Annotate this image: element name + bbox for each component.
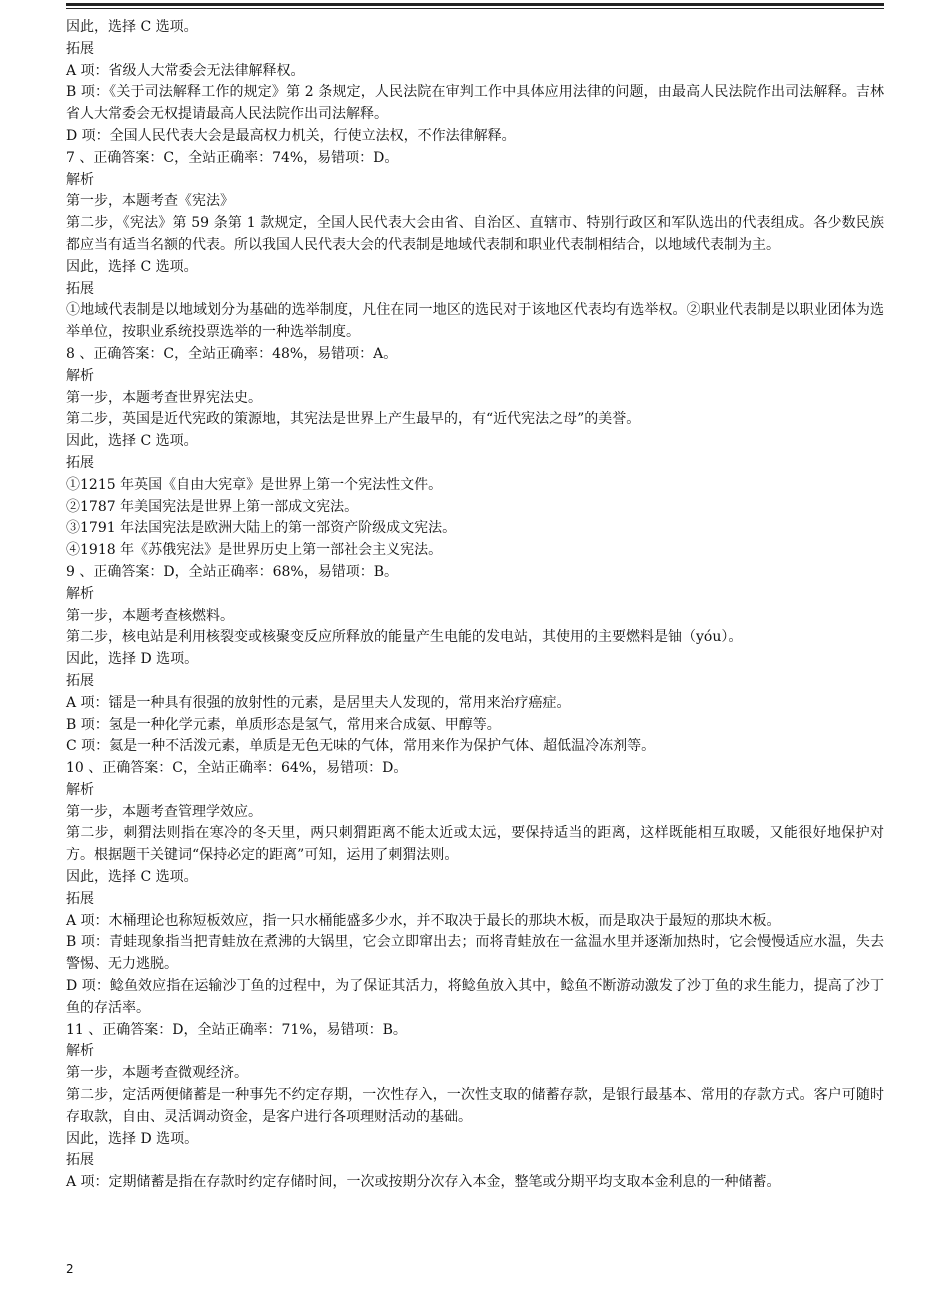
section-heading: 解析: [66, 367, 94, 384]
page-number: 2: [66, 1262, 74, 1276]
document-body: [66, 17, 884, 1194]
answer-line: 10 、正确答案：C，全站正确率：64%，易错项：D。: [66, 760, 408, 777]
section-heading: 拓展: [66, 890, 94, 907]
paragraph: 第二步，英国是近代宪政的策源地，其宪法是世界上产生最早的，有“近代宪法之母”的美誉。: [66, 411, 641, 428]
section-heading: 拓展: [66, 280, 94, 297]
paragraph: A 项：省级人大常委会无法律解释权。: [66, 62, 305, 79]
paragraph: 因此，选择 D 选项。: [66, 651, 199, 668]
paragraph: D 项：鲶鱼效应指在运输沙丁鱼的过程中，为了保证其活力，将鲶鱼放入其中，鲶鱼不断游动激发了沙丁鱼的求生能力，提高了沙丁鱼的存活率。: [66, 978, 884, 1016]
paragraph: 因此，选择 C 选项。: [66, 19, 198, 35]
paragraph: 第二步，《宪法》第 59 条第 1 款规定，全国人民代表大会由省、自治区、直辖市、特别行政区和军队选出的代表组成。各少数民族都应当有适当名额的代表。所以我国人民代表大会的代表制是地域代表制和职业代表制相结合，以地域代表制为主。: [66, 215, 884, 253]
paragraph: C 项：氦是一种不活泼元素，单质是无色无味的气体，常用来作为保护气体、超低温冷冻剂等。: [66, 738, 656, 755]
header-rule-thick: [66, 3, 884, 6]
section-heading: 解析: [66, 1043, 94, 1060]
paragraph: 第二步，核电站是利用核裂变或核聚变反应所释放的能量产生电能的发电站，其使用的主要燃料是铀（yóu）。: [66, 629, 743, 646]
section-heading: 拓展: [66, 40, 94, 57]
paragraph: ③1791 年法国宪法是欧洲大陆上的第一部资产阶级成文宪法。: [66, 520, 457, 537]
paragraph: ④1918 年《苏俄宪法》是世界历史上第一部社会主义宪法。: [66, 542, 443, 559]
paragraph: A 项：镭是一种具有很强的放射性的元素，是居里夫人发现的，常用来治疗癌症。: [66, 694, 571, 711]
answer-line: 11 、正确答案：D，全站正确率：71%，易错项：B。: [66, 1021, 407, 1038]
paragraph: 第一步，本题考查世界宪法史。: [66, 389, 262, 406]
paragraph: D 项：全国人民代表大会是最高权力机关，行使立法权，不作法律解释。: [66, 127, 516, 144]
section-heading: 解析: [66, 585, 94, 602]
paragraph: 第二步，刺猬法则指在寒冷的冬天里，两只刺猬距离不能太近或太远，要保持适当的距离，这样既能相互取暖，又能很好地保护对方。根据题干关键词“保持必定的距离”可知，运用了刺猬法则。: [66, 825, 884, 864]
paragraph: 因此，选择 D 选项。: [66, 1130, 199, 1147]
paragraph: 第二步，定活两便储蓄是一种事先不约定存期，一次性存入，一次性支取的储蓄存款，是银行最基本、常用的存款方式。客户可随时存取款，自由、灵活调动资金，是客户进行各项理财活动的基础。: [66, 1087, 884, 1125]
section-heading: 拓展: [66, 672, 94, 689]
paragraph: B 项：《关于司法解释工作的规定》第 2 条规定，人民法院在审判工作中具体应用法律的问题，由最高人民法院作出司法解释。吉林省人大常委会无权提请最高人民法院作出司法解释。: [66, 84, 884, 123]
paragraph: 因此，选择 C 选项。: [66, 433, 198, 450]
header-rule-thin: [66, 8, 884, 9]
paragraph: A 项：定期储蓄是指在存款时约定存储时间，一次或按期分次存入本金，整笔或分期平均支取本金利息的一种储蓄。: [66, 1174, 781, 1191]
section-heading: 解析: [66, 781, 94, 798]
paragraph: B 项：青蛙现象指当把青蛙放在煮沸的大锅里，它会立即窜出去；而将青蛙放在一盆温水里并逐渐加热时，它会慢慢适应水温，失去警惕、无力逃脱。: [66, 934, 884, 973]
answer-line: 9 、正确答案：D，全站正确率：68%，易错项：B。: [66, 563, 398, 580]
paragraph: 因此，选择 C 选项。: [66, 869, 198, 886]
answer-line: 8 、正确答案：C，全站正确率：48%，易错项：A。: [66, 345, 398, 362]
paragraph: 第一步，本题考查《宪法》: [66, 193, 234, 210]
section-heading: 解析: [66, 171, 94, 188]
paragraph: B 项：氢是一种化学元素，单质形态是氢气，常用来合成氨、甲醇等。: [66, 716, 501, 733]
paragraph: ①地域代表制是以地域划分为基础的选举制度，凡住在同一地区的选民对于该地区代表均有选举权。②职业代表制是以职业团体为选举单位，按职业系统投票选举的一种选举制度。: [66, 302, 884, 341]
paragraph: 第一步，本题考查微观经济。: [66, 1065, 248, 1082]
answer-line: 7 、正确答案：C，全站正确率：74%，易错项：D。: [66, 149, 399, 166]
paragraph: 第一步，本题考查核燃料。: [66, 607, 234, 624]
paragraph: A 项：木桶理论也称短板效应，指一只水桶能盛多少水，并不取决于最长的那块木板，而是取决于最短的那块木板。: [66, 912, 781, 929]
paragraph: 第一步，本题考查管理学效应。: [66, 803, 262, 820]
section-heading: 拓展: [66, 454, 94, 471]
paragraph: ①1215 年英国《自由大宪章》是世界上第一个宪法性文件。: [66, 476, 443, 493]
paragraph: 因此，选择 C 选项。: [66, 258, 198, 275]
paragraph: ②1787 年美国宪法是世界上第一部成文宪法。: [66, 498, 359, 515]
section-heading: 拓展: [66, 1152, 94, 1169]
